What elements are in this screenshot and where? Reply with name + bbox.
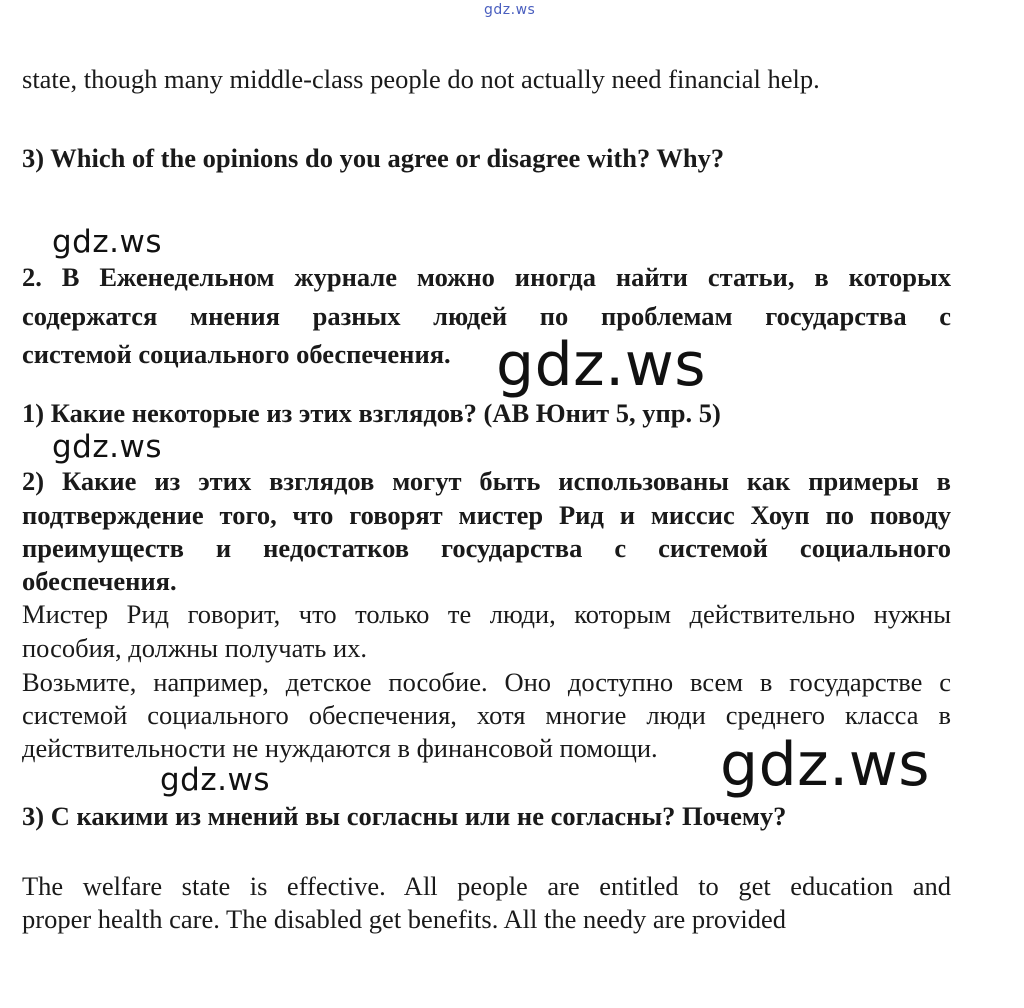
watermark: gdz.ws — [720, 730, 931, 800]
question-heading: обеспечения. — [22, 566, 177, 596]
question-heading: преимуществ и недостатков государства с системой социального — [22, 533, 951, 563]
question-heading: 1) Какие некоторые из этих взглядов? (АВ Юнит 5, упр. 5) — [22, 398, 721, 428]
text-line: Мистер Рид говорит, что только те люди, которым действительно нужны — [22, 599, 951, 629]
watermark-top: gdz.ws — [484, 2, 536, 18]
text-line: state, though many middle-class people do not actually need financial help. — [22, 64, 820, 94]
text-line: proper health care. The disabled get benefits. All the needy are provided — [22, 904, 787, 934]
task-heading: 2. В Еженедельном журнале можно иногда найти статьи, в которых — [22, 262, 951, 292]
question-heading: 3) С какими из мнений вы согласны или не согласны? Почему? — [22, 801, 787, 831]
text-line: пособия, должны получать их. — [22, 633, 368, 663]
text-line: действительности не нуждаются в финансовой помощи. — [22, 733, 658, 763]
watermark: gdz.ws — [160, 762, 270, 798]
text-line: The welfare state is effective. All people are entitled to get education and — [22, 871, 951, 901]
question-heading: подтверждение того, что говорят мистер Рид и миссис Хоуп по поводу — [22, 500, 951, 530]
watermark: gdz.ws — [52, 224, 162, 260]
watermark: gdz.ws — [52, 429, 162, 465]
question-heading: 2) Какие из этих взглядов могут быть использованы как примеры в — [22, 466, 951, 496]
watermark: gdz.ws — [496, 330, 707, 400]
task-heading: системой социального обеспечения. — [22, 339, 451, 369]
question-heading: 3) Which of the opinions do you agree or disagree with? Why? — [22, 143, 725, 173]
text-line: Возьмите, например, детское пособие. Оно доступно всем в государстве с — [22, 667, 951, 697]
text-line: системой социального обеспечения, хотя многие люди среднего класса в — [22, 700, 951, 730]
task-heading: содержатся мнения разных людей по проблемам государства с — [22, 301, 951, 331]
